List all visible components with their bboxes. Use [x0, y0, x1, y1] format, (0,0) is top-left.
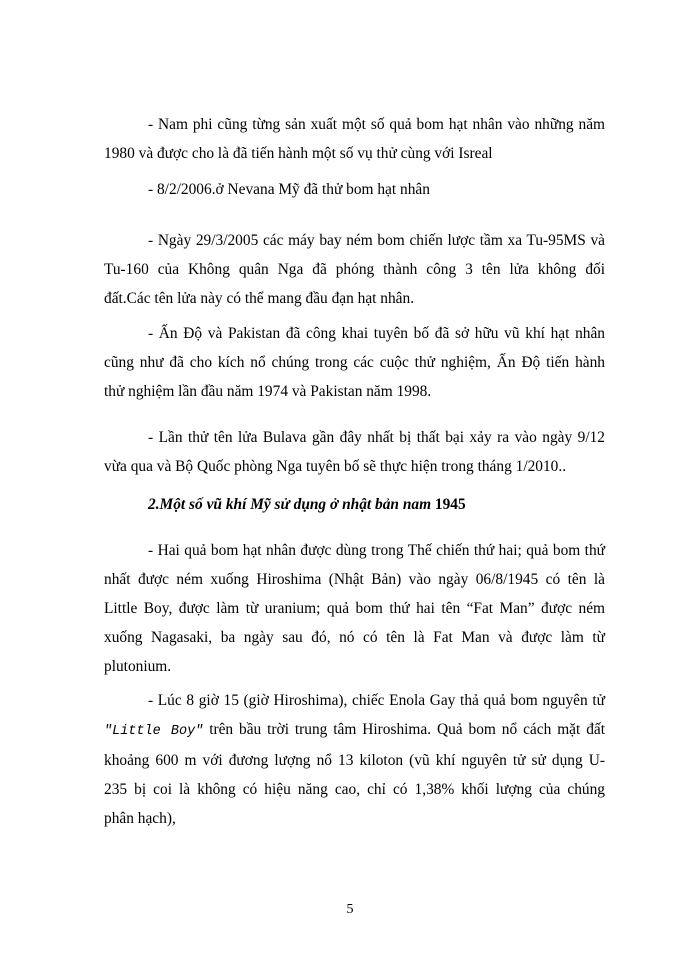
- text-line: cũng như đã cho kích nổ chúng trong các cuộc thử nghiệm, Ấn Độ tiến hành: [104, 354, 605, 371]
- text-line: nhất được ném xuống Hiroshima (Nhật Bản) vào ngày 06/8/1945 có tên là: [104, 571, 605, 588]
- text-line: 1980 và được cho là đã tiến hành một số vụ thử cùng với Isreal: [104, 145, 493, 162]
- text-line: plutonium.: [104, 658, 172, 675]
- paragraph-hiroshima-drop: [104, 686, 605, 833]
- text-line: Little Boy, được làm từ uranium; quả bom thứ hai tên “Fat Man” được ném: [104, 600, 605, 617]
- text-line: - Hai quả bom hạt nhân được dùng trong Thế chiến thứ hai; quả bom thứ: [148, 542, 605, 559]
- text-line: - Lần thử tên lửa Bulava gần đây nhất bị thất bại xảy ra vào ngày 9/12: [148, 429, 605, 446]
- section-heading-year: 1945: [434, 496, 466, 513]
- paragraph-india-pakistan: [104, 319, 605, 406]
- text-line: [104, 715, 605, 746]
- bomb-name-italic: "Little Boy": [104, 724, 204, 739]
- text-line: xuống Nagasaki, ba ngày sau đó, nó có tên là Fat Man và được làm từ: [104, 629, 605, 646]
- text-line: - Lúc 8 giờ 15 (giờ Hiroshima), chiếc Enola Gay thả quả bom nguyên tử: [148, 692, 605, 709]
- text-line: phân hạch),: [104, 810, 176, 827]
- text-line: vừa qua và Bộ Quốc phòng Nga tuyên bố sẽ thực hiện trong tháng 1/2010..: [104, 458, 567, 475]
- paragraph-russia-missiles: [104, 226, 605, 313]
- paragraph-bulava: [104, 423, 605, 481]
- text-line: khoảng 600 m với đương lượng nổ 13 kiloton (vũ khí nguyên tử sử dụng U-: [104, 752, 605, 769]
- paragraph-nevada-test: [104, 175, 605, 204]
- paragraph-two-bombs: [104, 536, 605, 681]
- text-line: 235 bị coi là không có hiệu năng cao, chỉ có 1,38% khối lượng của chúng: [104, 781, 605, 798]
- text-line: - 8/2/2006.ở Nevana Mỹ đã thử bom hạt nhân: [148, 181, 430, 198]
- paragraph-south-africa: [104, 110, 605, 168]
- text-line: - Ngày 29/3/2005 các máy bay ném bom chiến lược tầm xa Tu-95MS và: [148, 232, 605, 249]
- text-line: thử nghiệm lần đầu năm 1974 và Pakistan năm 1998.: [104, 383, 432, 400]
- text-line: - Nam phi cũng từng sản xuất một số quả bom hạt nhân vào những năm: [148, 116, 605, 133]
- page-number: 5: [346, 902, 354, 917]
- text-fragment: trên bầu trời trung tâm Hiroshima. Quả bom nổ cách mặt đất: [203, 721, 605, 738]
- section-heading-text: 2.Một số vũ khí Mỹ sử dụng ở nhật bản nam: [148, 496, 432, 513]
- text-line: Tu-160 của Không quân Nga đã phóng thành công 3 tên lửa không đối: [104, 261, 605, 278]
- text-line: đất.Các tên lửa này có thể mang đầu đạn hạt nhân.: [104, 290, 415, 307]
- section-heading: [148, 490, 466, 519]
- text-line: - Ấn Độ và Pakistan đã công khai tuyên bố đã sở hữu vũ khí hạt nhân: [148, 325, 605, 342]
